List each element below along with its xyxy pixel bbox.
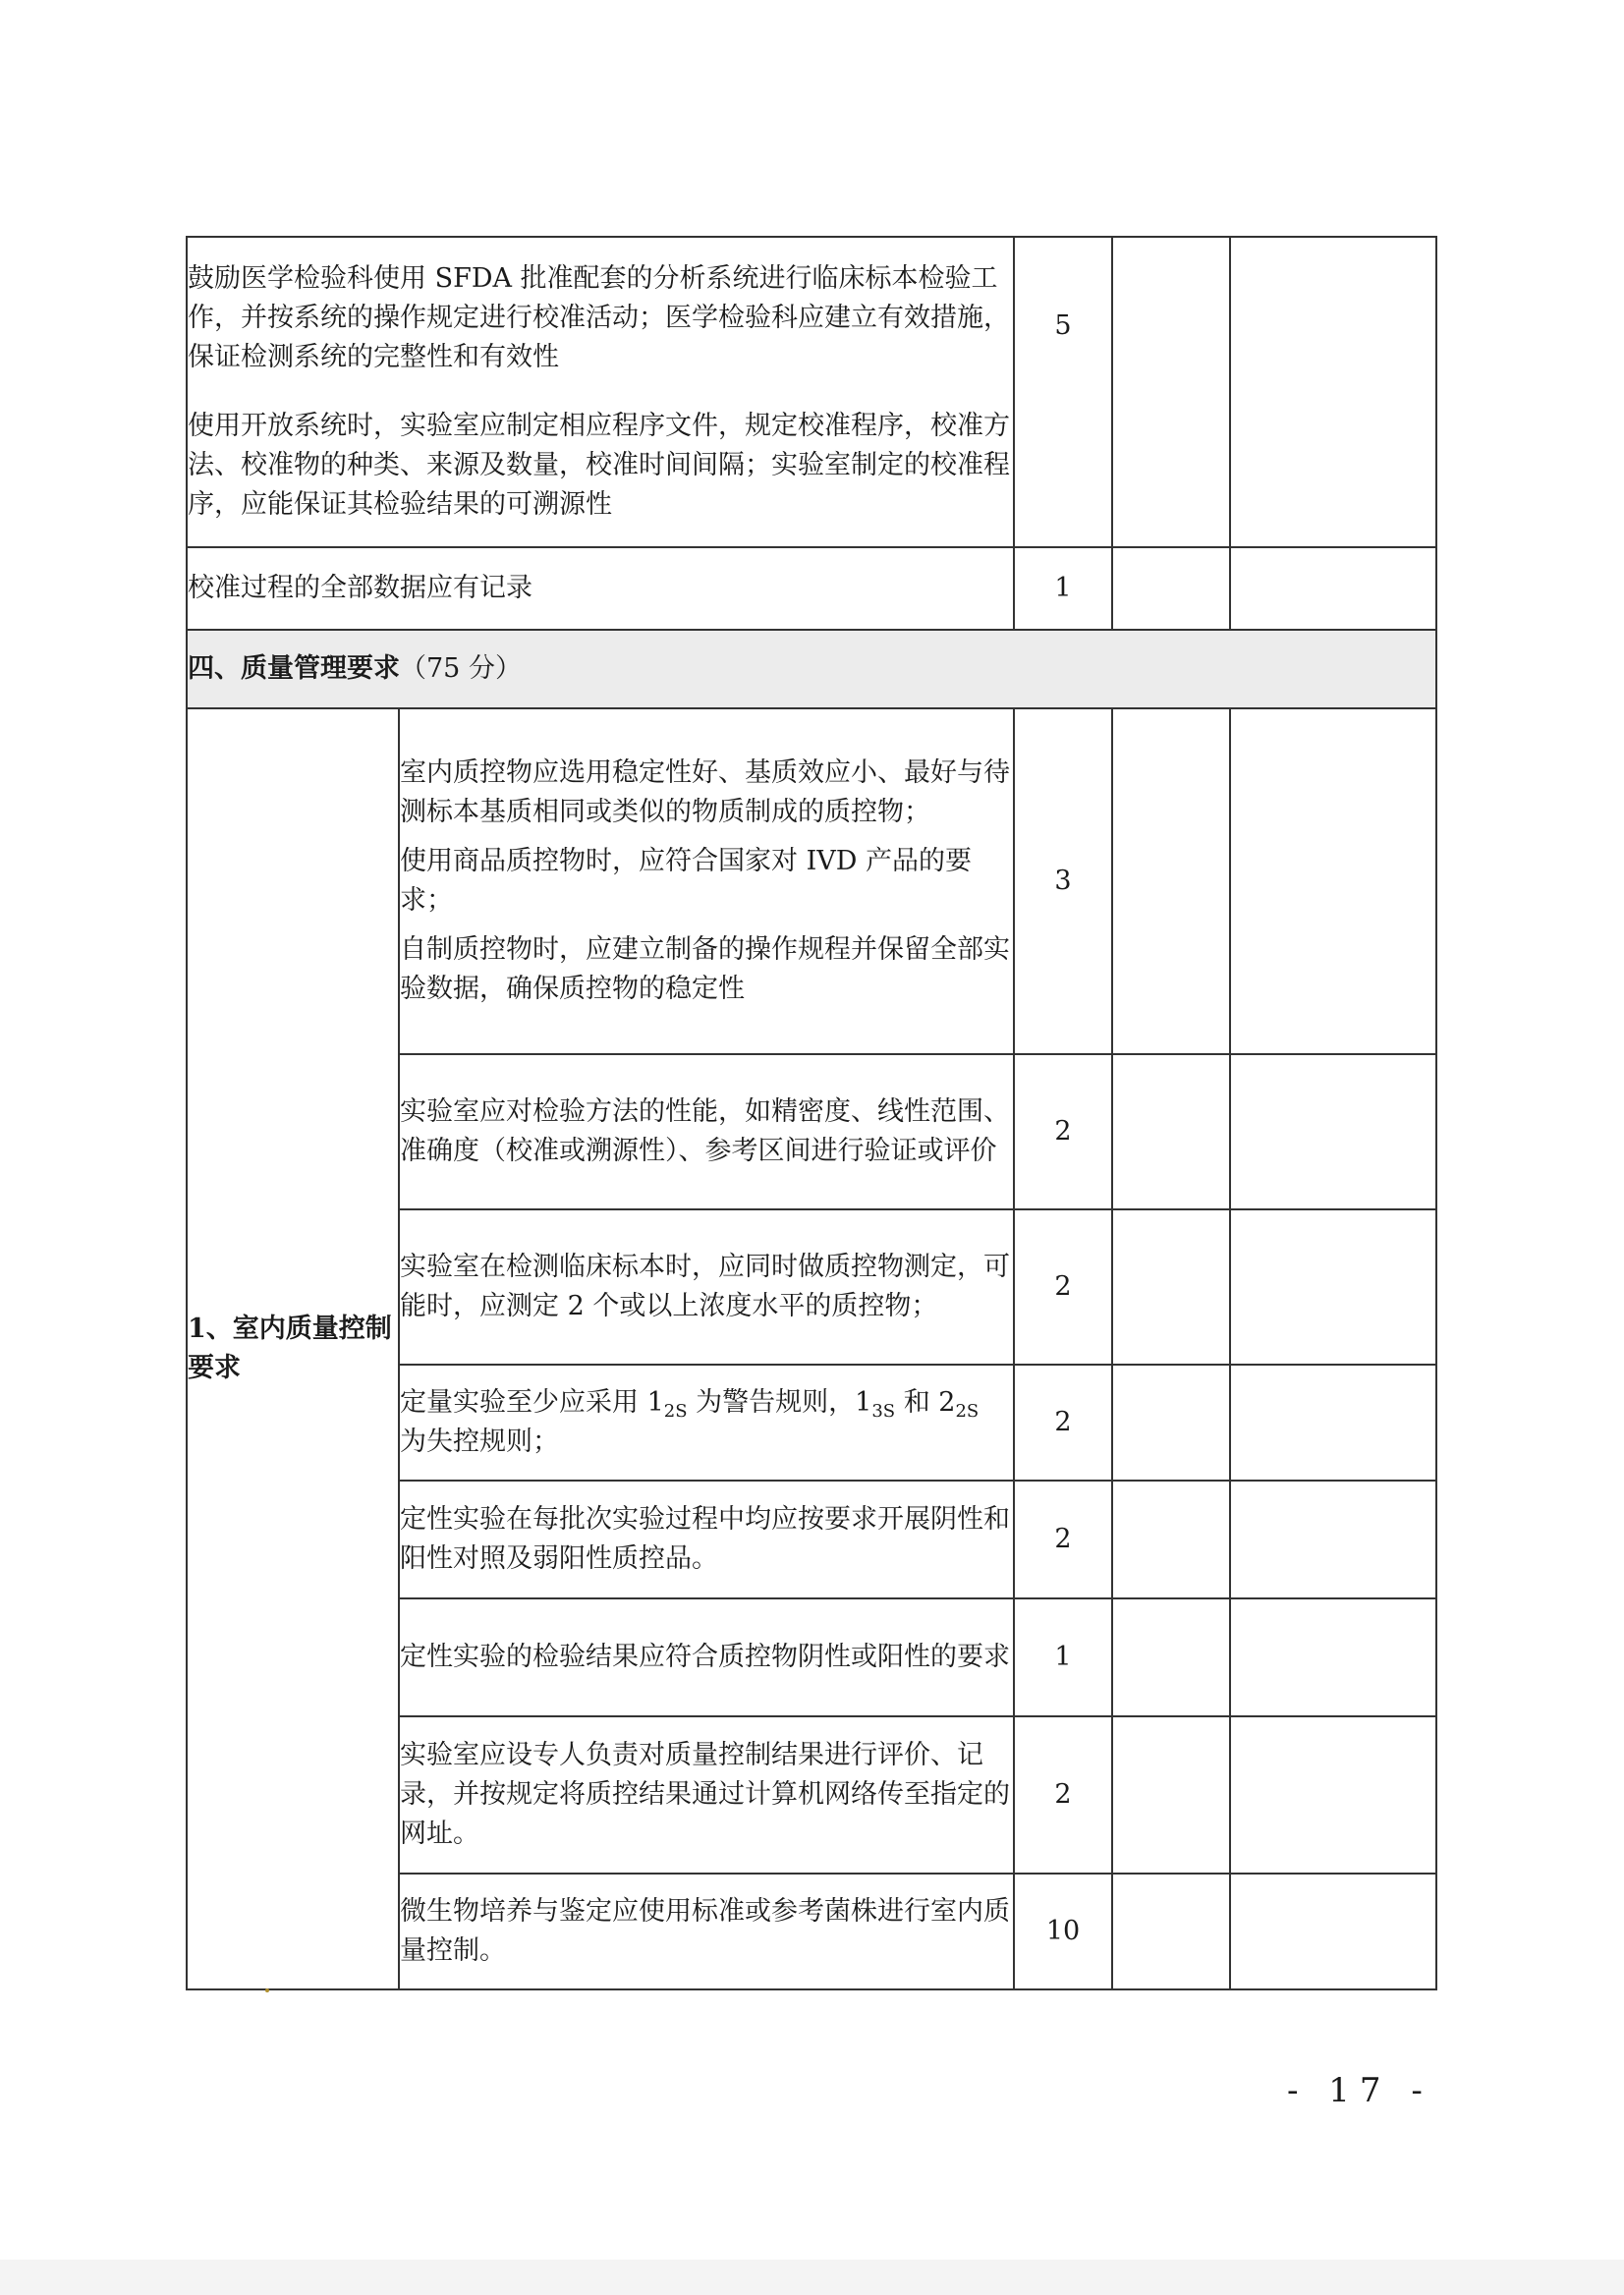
blank-cell <box>1230 237 1436 547</box>
score-cell: 3 <box>1014 708 1112 1054</box>
criteria-cell <box>187 547 1014 630</box>
blank-cell <box>1230 1054 1436 1209</box>
criteria-text: 自制质控物时，应建立制备的操作规程并保留全部实验数据，确保质控物的稳定性 <box>400 934 1010 1004</box>
criteria-cell <box>399 708 1014 1054</box>
blank-cell <box>1112 1054 1230 1209</box>
criteria-text: 使用开放系统时，实验室应制定相应程序文件，规定校准程序，校准方法、校准物的种类、来源及数量，校准时间间隔；实验室制定的校准程序，应能保证其检验结果的可溯源性 <box>188 411 1010 520</box>
score-cell: 1 <box>1014 547 1112 630</box>
blank-cell <box>1112 1716 1230 1874</box>
criteria-cell <box>399 1365 1014 1481</box>
scan-bottom-edge <box>0 2260 1624 2295</box>
section-points: （75 分） <box>400 653 522 684</box>
score-cell: 2 <box>1014 1209 1112 1365</box>
criteria-cell <box>399 1054 1014 1209</box>
blank-cell <box>1112 1481 1230 1598</box>
criteria-text: 室内质控物应选用稳定性好、基质效应小、最好与待测标本基质相同或类似的物质制成的质控物； <box>400 757 1010 827</box>
table-row <box>187 237 1436 547</box>
score-cell: 5 <box>1014 237 1112 547</box>
blank-cell <box>1112 1365 1230 1481</box>
table-row <box>187 547 1436 630</box>
blank-cell <box>1230 1716 1436 1874</box>
criteria-text: 实验室在检测临床标本时，应同时做质控物测定，可能时，应测定 2 个或以上浓度水平的质控物； <box>400 1252 1010 1321</box>
blank-cell <box>1112 1209 1230 1365</box>
category-label: 1、室内质量控制要求 <box>187 708 399 1989</box>
blank-cell <box>1112 1874 1230 1989</box>
blank-cell <box>1112 237 1230 547</box>
score-cell: 1 <box>1014 1598 1112 1716</box>
section-row <box>187 630 1436 708</box>
page-number: - 17 - <box>1287 2071 1432 2110</box>
score-cell: 2 <box>1014 1054 1112 1209</box>
score-cell: 2 <box>1014 1481 1112 1598</box>
blank-cell <box>1230 708 1436 1054</box>
criteria-text: 鼓励医学检验科使用 SFDA 批准配套的分析系统进行临床标本检验工作，并按系统的操作规定进行校准活动；医学检验科应建立有效措施，保证检测系统的完整性和有效性 <box>188 263 1010 372</box>
criteria-cell <box>399 1716 1014 1874</box>
criteria-text: 定性实验在每批次实验过程中均应按要求开展阴性和阳性对照及弱阳性质控品。 <box>400 1504 1010 1574</box>
blank-cell <box>1230 1365 1436 1481</box>
criteria-cell <box>399 1598 1014 1716</box>
criteria-text: 微生物培养与鉴定应使用标准或参考菌株进行室内质量控制。 <box>400 1896 1010 1966</box>
blank-cell <box>1230 547 1436 630</box>
blank-cell <box>1112 1598 1230 1716</box>
section-title: 四、质量管理要求 <box>188 653 400 684</box>
score-cell: 2 <box>1014 1716 1112 1874</box>
assessment-table <box>186 236 1437 1990</box>
blank-cell <box>1230 1598 1436 1716</box>
criteria-cell <box>399 1874 1014 1989</box>
criteria-text: 校准过程的全部数据应有记录 <box>188 573 532 603</box>
blank-cell <box>1112 708 1230 1054</box>
criteria-cell <box>187 237 1014 547</box>
blank-cell <box>1112 547 1230 630</box>
blank-cell <box>1230 1874 1436 1989</box>
section-header <box>187 630 1436 708</box>
blank-cell <box>1230 1481 1436 1598</box>
table-row <box>187 708 1436 1054</box>
criteria-cell <box>399 1481 1014 1598</box>
criteria-text: 使用商品质控物时，应符合国家对 IVD 产品的要求； <box>400 846 972 916</box>
criteria-text: 实验室应设专人负责对质量控制结果进行评价、记录，并按规定将质控结果通过计算机网络传至指定的网址。 <box>400 1740 1010 1849</box>
score-cell: 2 <box>1014 1365 1112 1481</box>
blank-cell <box>1230 1209 1436 1365</box>
criteria-cell <box>399 1209 1014 1365</box>
criteria-text: 定量实验至少应采用 $1_{2S}$ 为警告规则，$1_{3S}$ 和 $2_{2S}$ 为失控规则； <box>400 1387 980 1457</box>
criteria-text: 实验室应对检验方法的性能，如精密度、线性范围、准确度（校准或溯源性）、参考区间进行验证或评价 <box>400 1096 1010 1166</box>
scan-speck <box>265 1988 269 1992</box>
criteria-text: 定性实验的检验结果应符合质控物阴性或阳性的要求 <box>400 1642 1010 1672</box>
score-cell: 10 <box>1014 1874 1112 1989</box>
